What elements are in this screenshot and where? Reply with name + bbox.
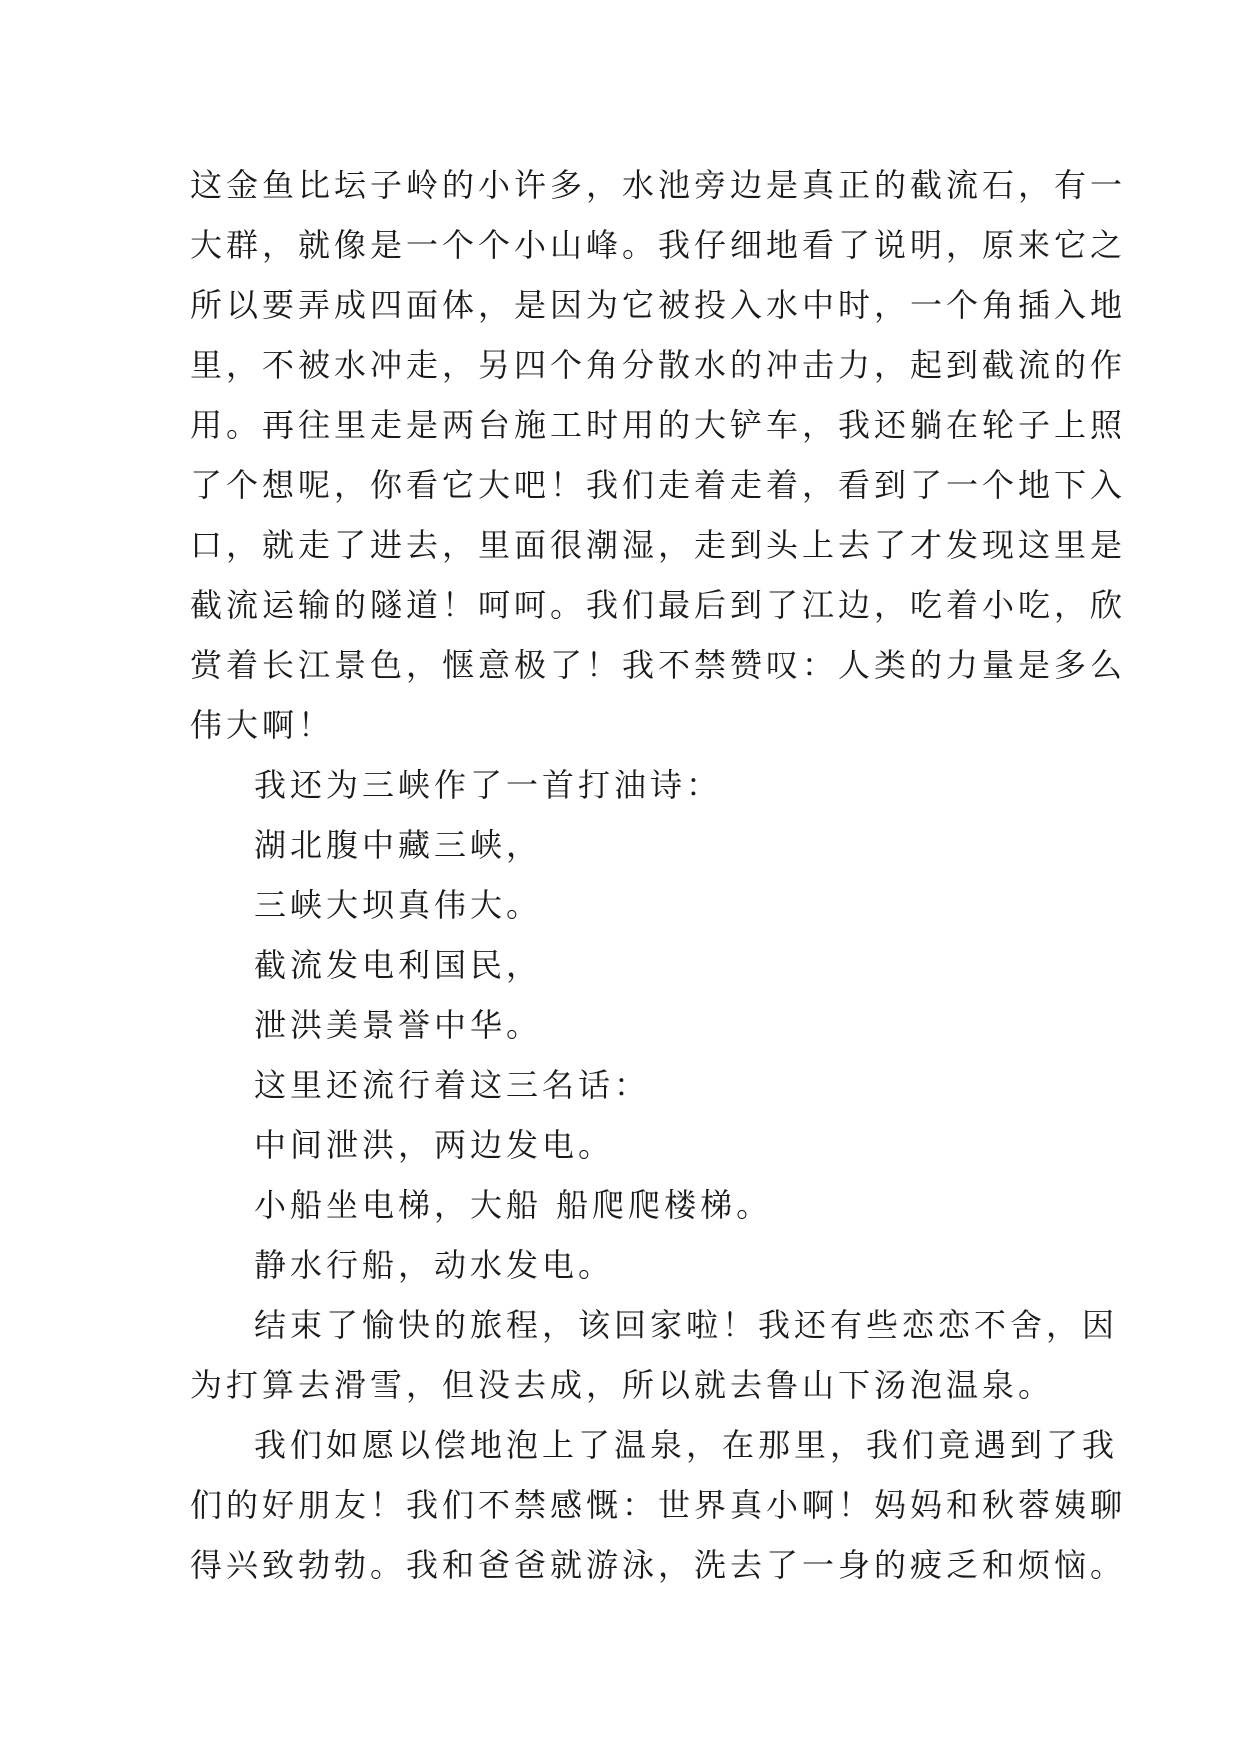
poem-line: 湖北腹中藏三峡， [254, 826, 543, 864]
poem-line: 截流发电利国民， [254, 946, 543, 984]
text-line: 用。再往里走是两台施工时用的大铲车，我还躺在轮子上照 [190, 406, 1127, 444]
paragraph-first-line: 结束了愉快的旅程，该回家啦！我还有些恋恋不舍，因 [254, 1306, 1119, 1344]
text-line: 这金鱼比坛子岭的小许多，水池旁边是真正的截流石，有一 [190, 166, 1127, 204]
text-line: 口，就走了进去，里面很潮湿，走到头上去了才发现这里是 [190, 526, 1127, 564]
text-line: 们的好朋友！我们不禁感慨：世界真小啊！妈妈和秋蓉姨聊 [190, 1486, 1127, 1524]
text-line: 截流运输的隧道！呵呵。我们最后到了江边，吃着小吃，欣 [190, 586, 1127, 624]
poem-intro-line: 我还为三峡作了一首打油诗： [254, 766, 723, 804]
text-line: 大群，就像是一个个小山峰。我仔细地看了说明，原来它之 [190, 226, 1127, 264]
saying-line: 静水行船，动水发电。 [254, 1246, 615, 1284]
text-line: 所以要弄成四面体，是因为它被投入水中时，一个角插入地 [190, 286, 1127, 324]
saying-intro-line: 这里还流行着这三名话： [254, 1066, 651, 1104]
body-text [190, 155, 1127, 1595]
poem-line: 泄洪美景誉中华。 [254, 1006, 543, 1044]
poem-line: 三峡大坝真伟大。 [254, 886, 543, 924]
text-line: 里，不被水冲走，另四个角分散水的冲击力，起到截流的作 [190, 346, 1127, 384]
text-line: 为打算去滑雪，但没去成，所以就去鲁山下汤泡温泉。 [190, 1366, 1055, 1404]
text-line: 赏着长江景色，惬意极了！我不禁赞叹：人类的力量是多么 [190, 646, 1127, 684]
text-line: 得兴致勃勃。我和爸爸就游泳，洗去了一身的疲乏和烦恼。 [190, 1546, 1127, 1584]
paragraph-first-line: 我们如愿以偿地泡上了温泉，在那里，我们竟遇到了我 [254, 1426, 1119, 1464]
saying-line: 中间泄洪，两边发电。 [254, 1126, 615, 1164]
text-line: 了个想呢，你看它大吧！我们走着走着，看到了一个地下入 [190, 466, 1127, 504]
text-line: 伟大啊！ [190, 706, 335, 744]
saying-line: 小船坐电梯，大船 船爬爬楼梯。 [254, 1186, 773, 1224]
